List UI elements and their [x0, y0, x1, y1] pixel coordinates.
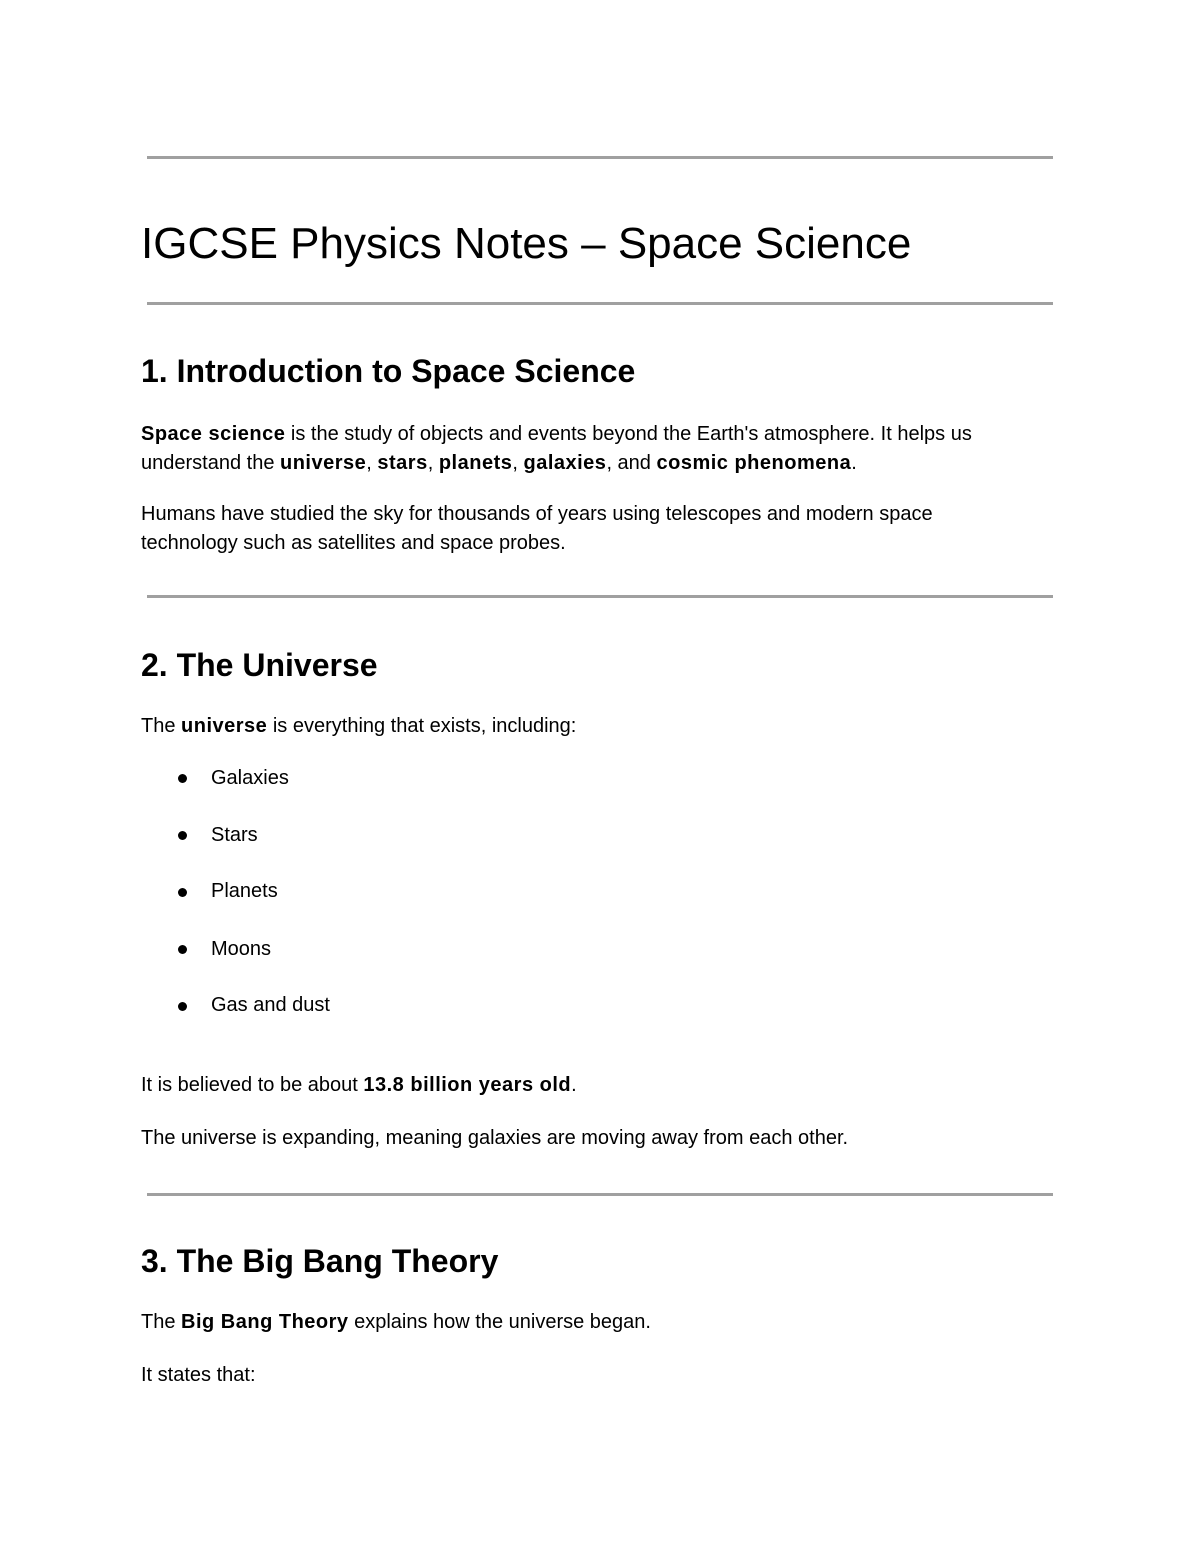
paragraph-history-line-2: technology such as satellites and space probes.: [141, 532, 566, 554]
bullet-icon: [178, 1002, 187, 1011]
term-planets: planets: [438, 452, 513, 474]
list-item: Galaxies: [211, 767, 289, 789]
list-item: Stars: [211, 824, 258, 846]
page-title: IGCSE Physics Notes – Space Science: [141, 219, 912, 268]
paragraph-history-line-1: Humans have studied the sky for thousands of years using telescopes and modern space: [141, 503, 933, 525]
list-item: Moons: [211, 938, 272, 960]
paragraph-definition-line-1: Space science is the study of objects and events beyond the Earth's atmosphere. It helps us: [141, 423, 972, 445]
list-item: Planets: [211, 880, 278, 902]
list-item: Gas and dust: [211, 994, 330, 1016]
term-universe: universe: [181, 715, 268, 737]
term-stars: stars: [377, 452, 428, 474]
section-heading-big-bang: 3. The Big Bang Theory: [141, 1243, 499, 1279]
term-galaxies: galaxies: [523, 452, 607, 474]
divider: [147, 156, 1053, 159]
term-cosmic-phenomena: cosmic phenomena: [656, 452, 852, 474]
divider: [147, 1193, 1053, 1196]
bullet-icon: [178, 945, 187, 954]
bullet-icon: [178, 774, 187, 783]
paragraph-definition-line-2: understand the universe, stars, planets, galaxies, and cosmic phenomena.: [141, 452, 857, 474]
bullet-icon: [178, 831, 187, 840]
section-heading-universe: 2. The Universe: [141, 647, 378, 683]
term-space-science: Space science: [141, 423, 286, 445]
bullet-icon: [178, 888, 187, 897]
divider: [147, 302, 1053, 305]
universe-age-value: 13.8 billion years old: [363, 1074, 572, 1096]
paragraph-big-bang-states: It states that:: [141, 1364, 256, 1386]
divider: [147, 595, 1053, 598]
term-universe: universe: [280, 452, 367, 474]
paragraph-universe-age: It is believed to be about 13.8 billion years old.: [141, 1074, 577, 1096]
paragraph-big-bang-intro: The Big Bang Theory explains how the universe began.: [141, 1311, 651, 1333]
paragraph-universe-expanding: The universe is expanding, meaning galaxies are moving away from each other.: [141, 1127, 849, 1149]
paragraph-universe-intro: The universe is everything that exists, including:: [141, 715, 577, 737]
section-heading-introduction: 1. Introduction to Space Science: [141, 353, 636, 389]
term-big-bang-theory: Big Bang Theory: [181, 1311, 349, 1333]
